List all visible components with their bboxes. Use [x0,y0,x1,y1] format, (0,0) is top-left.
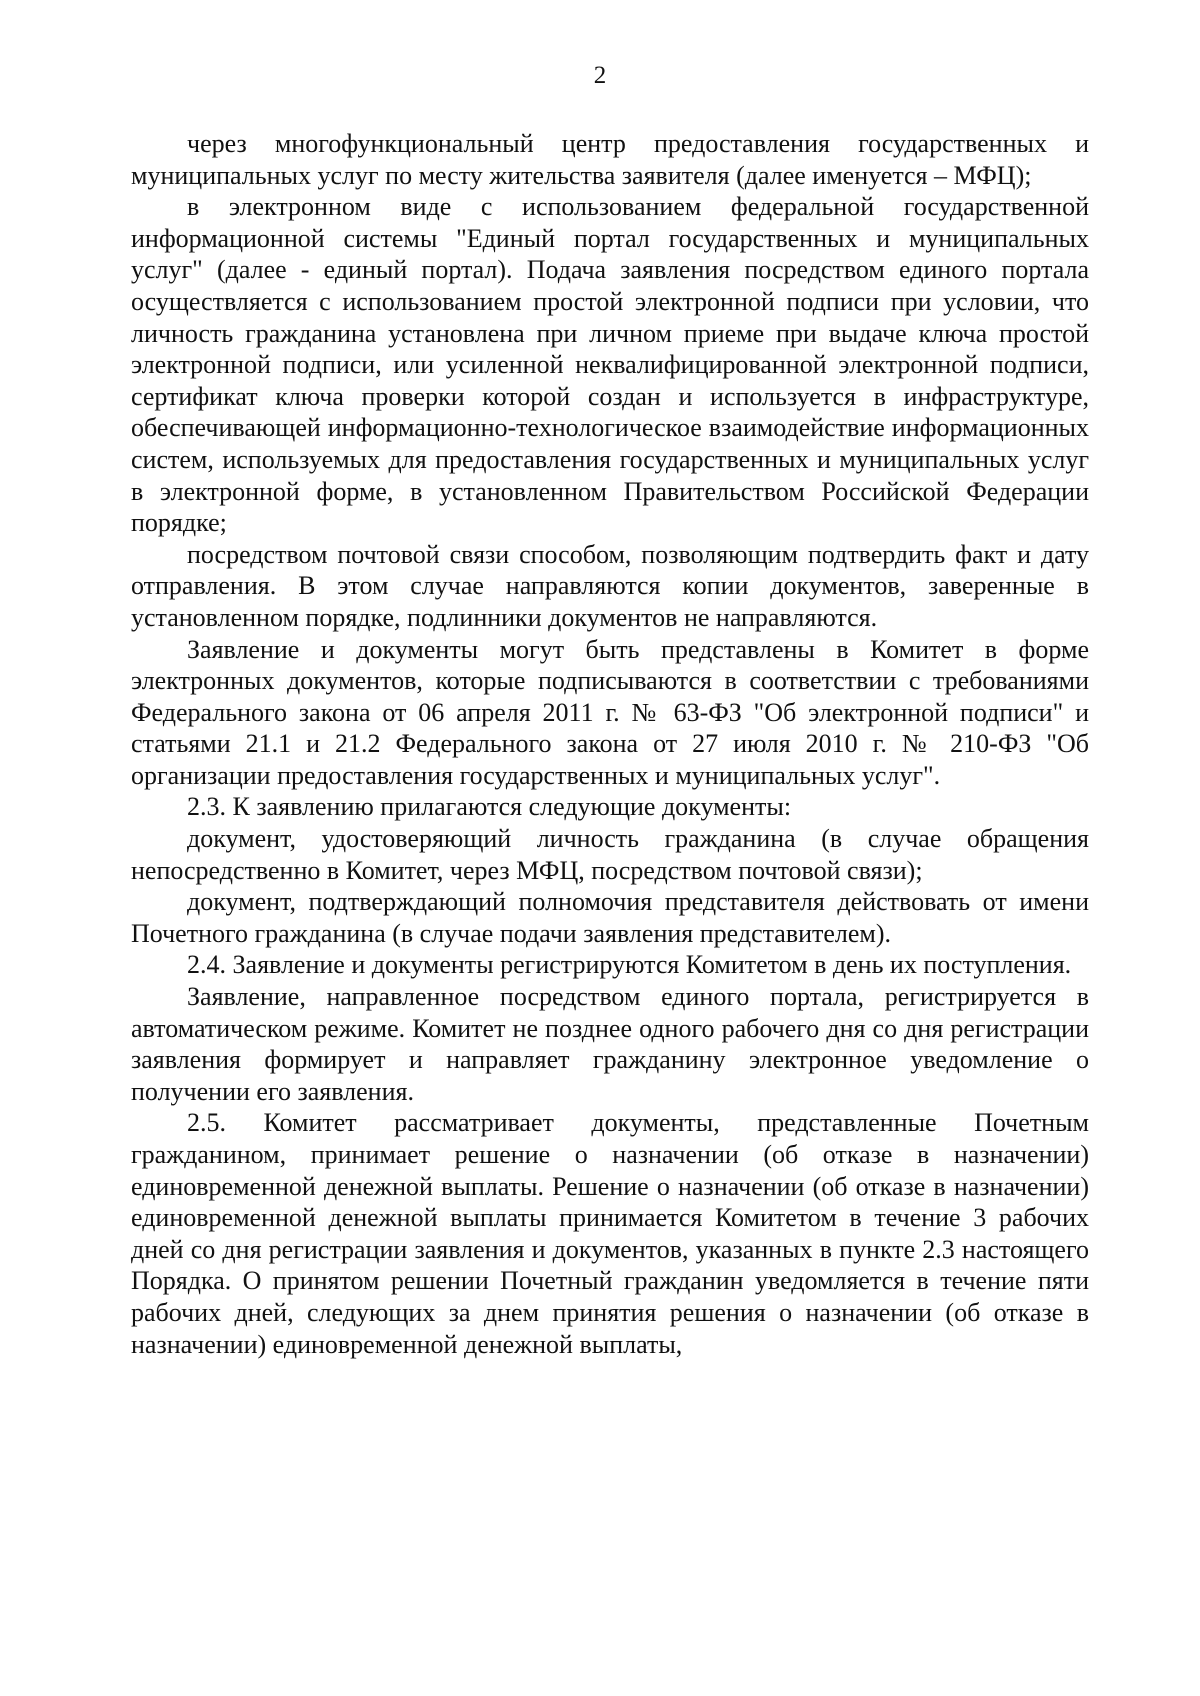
page-number: 2 [593,62,607,89]
paragraph-identity-document: документ, удостоверяющий личность гражданина (в случае обращения непосредственно в Комитет, через МФЦ, посредством почтовой связи); [131,824,1089,885]
paragraph-electronic-documents: Заявление и документы могут быть представлены в Комитет в форме электронных документов, которые подписываются в соответствии с требованиями Федерального закона от 06 апреля 2011 г. № 63-ФЗ "Об электронной подписи" и статьями 21.1 и 21.2 Федерального закона от 27 июля 2010 г. № 210-ФЗ "Об организации предоставления государственных и муниципальных услуг". [131,634,1089,790]
paragraph-postal: посредством почтовой связи способом, позволяющим подтвердить факт и дату отправления. В этом случае направляются копии документов, заверенные в установленном порядке, подлинники документов не направляются. [131,539,1089,632]
paragraph-mfc: через многофункциональный центр предоставления государственных и муниципальных услуг по месту жительства заявителя (далее именуется – МФЦ); [131,129,1089,190]
paragraph-portal-registration: Заявление, направленное посредством единого портала, регистрируется в автоматическом режиме. Комитет не позднее одного рабочего дня со дня регистрации заявления формирует и направляет гражданину электронное уведомление о получении его заявления. [131,982,1089,1106]
paragraph-electronic-portal: в электронном виде с использованием федеральной государственной информационной системы "Единый портал государственных и муниципальных услуг" (далее - единый портал). Подача заявления посредством единого портала осуществляется с использованием простой электронной подписи при условии, что личность гражданина установлена при личном приеме при выдаче ключа простой электронной подписи, или усиленной неквалифицированной электронной подписи, сертификат ключа проверки которой создан и используется в инфраструктуре, обеспечивающей информационно-технологическое взаимодействие информационных систем, используемых для предоставления государственных и муниципальных услуг в электронной форме, в установленном Правительством Российской Федерации порядке; [131,192,1089,538]
paragraph-2-5-decision: 2.5. Комитет рассматривает документы, представленные Почетным гражданином, принимает решение о назначении (об отказе в назначении) единовременной денежной выплаты. Решение о назначении (об отказе в назначении) единовременной денежной выплаты принимается Комитетом в течение 3 рабочих дней со дня регистрации заявления и документов, указанных в пункте 2.3 настоящего Порядка. О принятом решении Почетный гражданин уведомляется в течение пяти рабочих дней, следующих за днем принятия решения о назначении (об отказе в назначении) единовременной денежной выплаты, [131,1108,1089,1359]
paragraph-2-4-registration: 2.4. Заявление и документы регистрируются Комитетом в день их поступления. [187,950,1072,980]
paragraph-representative-document: документ, подтверждающий полномочия представителя действовать от имени Почетного гражданина (в случае подачи заявления представителем). [131,887,1089,948]
document-body [131,128,1089,1360]
paragraph-2-3-heading: 2.3. К заявлению прилагаются следующие документы: [187,792,792,822]
